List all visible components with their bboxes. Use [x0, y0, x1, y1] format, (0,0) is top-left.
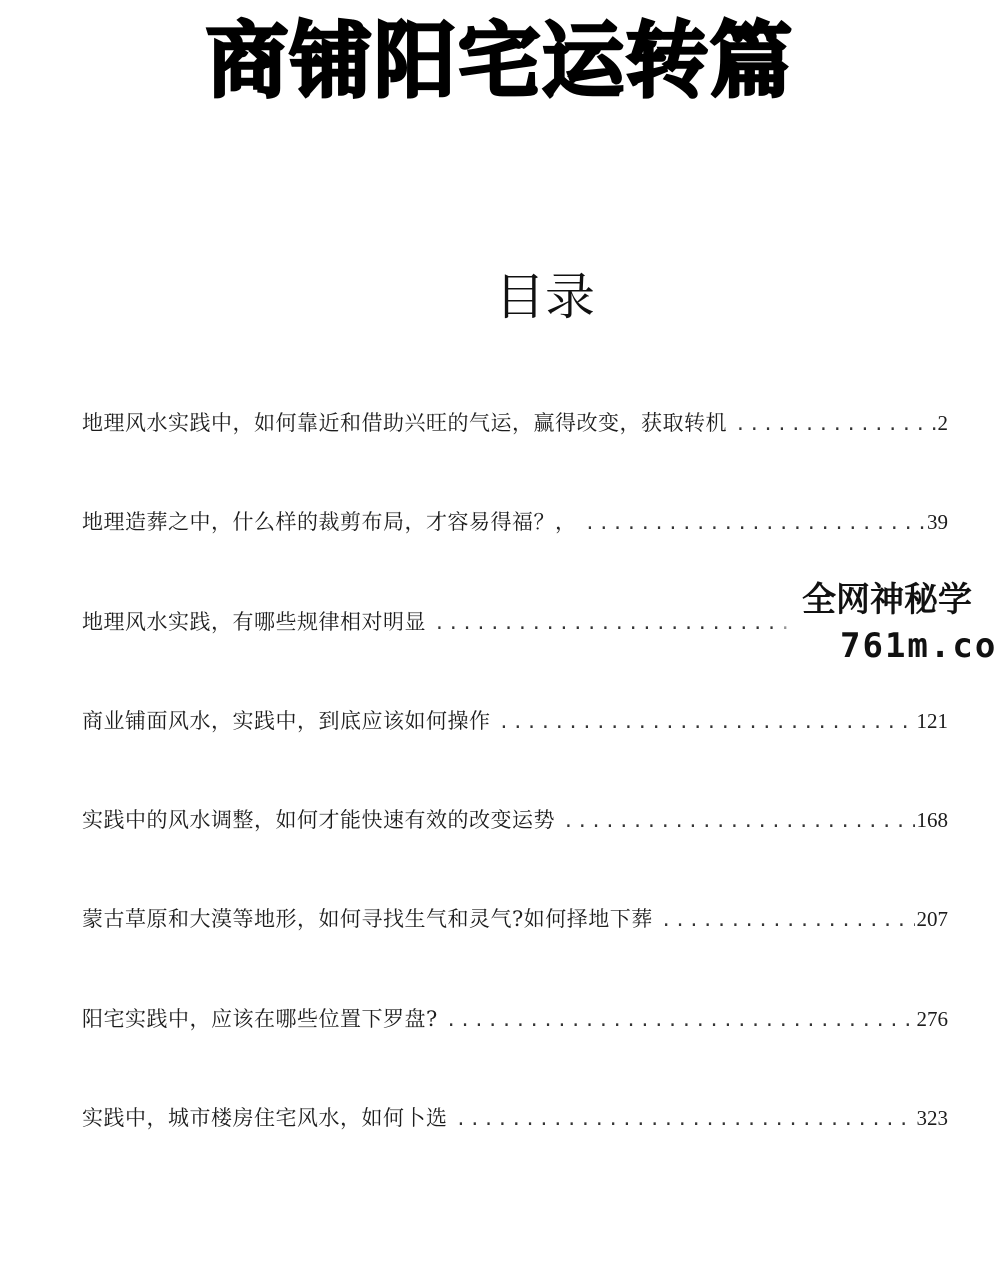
toc-entry[interactable] [82, 402, 948, 501]
toc-entry-title: 阳宅实践中，应该在哪些位置下罗盘? [82, 1006, 438, 1031]
toc-entry[interactable] [82, 998, 948, 1097]
toc-entry[interactable] [82, 700, 948, 799]
watermark [796, 572, 1000, 672]
toc-dot-leader [661, 900, 915, 942]
toc-dot-leader [456, 1099, 915, 1141]
toc-dot-leader [563, 801, 915, 843]
toc-entry-title: 实践中的风水调整，如何才能快速有效的改变运势 [82, 808, 555, 833]
toc-entry[interactable] [82, 1097, 948, 1196]
toc-entry-title: 地理风水实践，有哪些规律相对明显 [82, 609, 426, 634]
toc-entry-title: 商业铺面风水，实践中，到底应该如何操作 [82, 708, 491, 733]
watermark-url: 761m.co [840, 626, 998, 666]
toc-entry-page: 39 [927, 510, 948, 535]
toc-heading: 目录 [495, 268, 595, 326]
toc-entry-page: 323 [916, 1106, 948, 1131]
toc-entry-title: 地理造葬之中，什么样的裁剪布局，才容易得福？， [82, 510, 577, 535]
toc-entry-page: 2 [937, 411, 948, 435]
toc-dot-leader [735, 404, 936, 446]
toc-dot-leader [585, 503, 926, 545]
toc-entry-page: 276 [916, 1006, 948, 1031]
toc-entry-page: 168 [916, 808, 948, 833]
book-title: 商铺阳宅运转篇 [205, 14, 794, 109]
toc-entry-title: 蒙古草原和大漠等地形，如何寻找生气和灵气?如何择地下葬 [82, 907, 653, 932]
toc-entry-page: 121 [916, 708, 948, 733]
toc-entry-title: 地理风水实践中，如何靠近和借助兴旺的气运，赢得改变，获取转机 [82, 411, 727, 435]
toc-entry[interactable] [82, 898, 948, 997]
toc-entry-page: 207 [916, 907, 948, 932]
toc-dot-leader [499, 702, 915, 744]
watermark-site-name: 全网神秘学 [802, 580, 972, 620]
table-of-contents [82, 402, 948, 1196]
toc-entry-title: 实践中，城市楼房住宅风水，如何卜选 [82, 1106, 448, 1131]
toc-entry[interactable] [82, 799, 948, 898]
toc-dot-leader [446, 1000, 915, 1042]
